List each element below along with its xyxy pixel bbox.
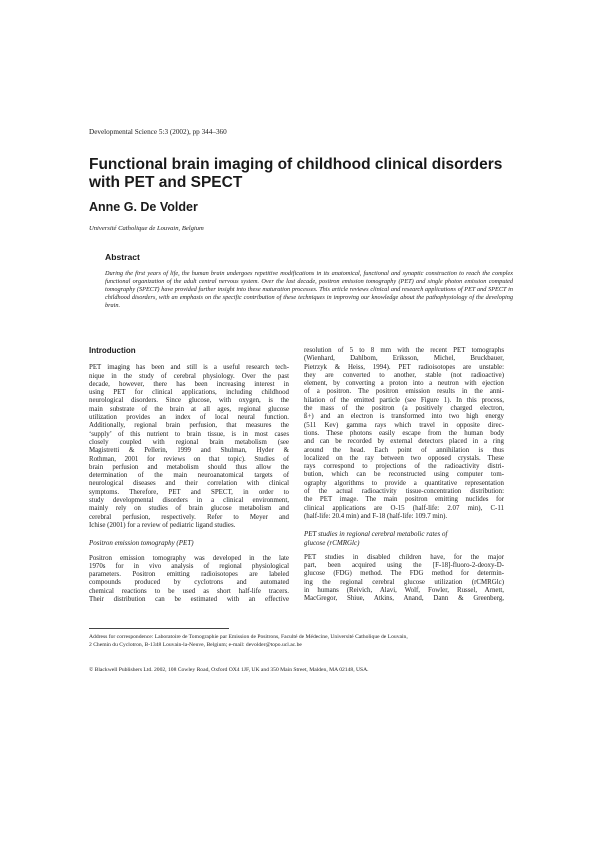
abstract-text: During the first years of life, the human brain undergoes repetitive modifications in its anatomical, functional and synaptic construction to reach the complex functional organization of the adult central nervous system. Over the last decade, positron emission tomography (PET) and single photon emission computed tomography (SPECT) have provided further insight into these maturation processes. This article reviews clinical and research applications of PET and SPECT in childhood disorders, with an emphasis on the specific contribution of these techniques in improving our knowledge about the pathophysiology of the developing brain. bbox=[105, 270, 513, 310]
text-line: Rothman, 2001 for reviews on that topic). Studies of bbox=[89, 455, 289, 463]
subheading-line: glucose (rCMRGlc) bbox=[304, 538, 360, 547]
text-line: glucose (FDG) method. The FDG method for determin- bbox=[304, 570, 504, 578]
text-line: ography algorithms to provide a quantitative representation bbox=[304, 479, 504, 487]
pet-section-heading: Positron emission tomography (PET) bbox=[89, 539, 194, 548]
footnote-line: 2 Chemin du Cyclotron, B-1348 Louvain-la-Neuve, Belgium; e-mail: devolder@topo.ucl.ac.be bbox=[89, 641, 302, 648]
text-line: of a positron. The positron emission results in the anni- bbox=[304, 388, 504, 396]
footnote-divider bbox=[89, 628, 229, 629]
text-line: closely coupled with regional brain metabolism (see bbox=[89, 438, 289, 446]
text-line: Additionally, regional brain perfusion, that measures the bbox=[89, 422, 289, 430]
text-line: resolution of 5 to 8 mm with the recent PET tomographs bbox=[304, 347, 504, 354]
text-line: determination of the main neuroanatomical targets of bbox=[89, 472, 289, 480]
text-line: MacGregor, Shiue, Atkins, Anand, Dann & Greenberg, bbox=[304, 595, 504, 603]
text-line: compounds produced by cyclotrons and automated bbox=[89, 579, 289, 587]
text-line: clinical applications are O-15 (half-life: 2.07 min), C-11 bbox=[304, 504, 504, 512]
text-line: Pietrzyk & Heiss, 1994). PET radioisotopes are unstable: bbox=[304, 363, 504, 371]
right-column-paragraph-1 bbox=[304, 347, 504, 521]
text-line: ‘supply’ of this nutrient to brain tissue, is in most cases bbox=[89, 430, 289, 438]
text-line: ing the regional cerebral glucose utilization (rCMRGlc) bbox=[304, 578, 504, 586]
text-line: neurological disorders. Since glucose, with oxygen, is the bbox=[89, 397, 289, 405]
text-line: localized on the ray between two opposed crystals. These bbox=[304, 454, 504, 462]
introduction-heading: Introduction bbox=[89, 346, 136, 355]
text-line: Positron emission tomography was developed in the late bbox=[89, 554, 289, 562]
text-line: rays correspond to projections of the radioactivity distri- bbox=[304, 463, 504, 471]
text-line: (Wienhard, Dahlbom, Eriksson, Michel, Bruckbauer, bbox=[304, 355, 504, 363]
text-line: they are converted to another, stable (not radioactive) bbox=[304, 371, 504, 379]
text-line: bution, which can be reconstructed using computer tom- bbox=[304, 471, 504, 479]
text-line: (511 Kev) gamma rays which travel in opposite direc- bbox=[304, 421, 504, 429]
journal-reference: Developmental Science 5:3 (2002), pp 344–360 bbox=[89, 128, 227, 136]
pet-section-paragraph bbox=[89, 555, 289, 605]
text-line: main substrate of the brain at all ages, regional glucose bbox=[89, 405, 289, 413]
left-column bbox=[89, 347, 289, 604]
right-column-paragraph-2 bbox=[304, 554, 504, 604]
text-line: hilation of the emitted particle (see Figure 1). In this process, bbox=[304, 396, 504, 404]
text-line: cerebral perfusion, respectively. Refer to Meyer and bbox=[89, 513, 289, 521]
text-line: study developmental disorders in a clinical environment, bbox=[89, 497, 289, 505]
footnote-line: Address for correspondence: Laboratoire de Tomographie par Emission de Positrons, Faculté de Médecine, Université Catholique de Louvain, bbox=[89, 634, 408, 640]
text-line: nique in the study of cerebral physiology. Over the past bbox=[89, 372, 289, 380]
text-line: using PET for clinical applications, including childhood bbox=[89, 389, 289, 397]
text-line: element, by converting a proton into a neutron with ejection bbox=[304, 380, 504, 388]
text-line: brain perfusion and metabolism should thus allow the bbox=[89, 463, 289, 471]
text-line: PET studies in disabled children have, for the major bbox=[304, 553, 504, 561]
rcmrglc-subheading bbox=[304, 530, 504, 547]
text-line: part, been acquired using the [F-18]-fluoro-2-deoxy-D- bbox=[304, 562, 504, 570]
text-line: the PET image. The main positron emitting nuclides for bbox=[304, 496, 504, 504]
text-line: (half-life: 20.4 min) and F-18 (half-life: 109.7 min). bbox=[304, 512, 448, 520]
text-line: and can be recorded by external detectors placed in a ring bbox=[304, 438, 504, 446]
text-line: parameters. Positron emitting radioisotopes are labeled bbox=[89, 571, 289, 579]
author-affiliation: Université Catholique de Louvain, Belgium bbox=[89, 225, 204, 232]
text-line: ß+) and an electron is transformed into two high energy bbox=[304, 413, 504, 421]
text-line: Magistretti & Pellerin, 1999 and Shulman, Hyder & bbox=[89, 447, 289, 455]
copyright-notice: © Blackwell Publishers Ltd. 2002, 108 Cowley Road, Oxford OX4 1JF, UK and 350 Main Street, Malden, MA 02148, USA. bbox=[89, 667, 369, 673]
text-line: decade, however, there has been increasing interest in bbox=[89, 380, 289, 388]
text-line: chemical reactions to be used as short half-life tracers. bbox=[89, 587, 289, 595]
text-line: of the actual radioactivity tissue-concentration distribution: bbox=[304, 488, 504, 496]
abstract-heading: Abstract bbox=[105, 252, 140, 262]
correspondence-footnote bbox=[89, 634, 519, 649]
subheading-line: PET studies in regional cerebral metabolic rates of bbox=[304, 530, 448, 539]
article-title: Functional brain imaging of childhood clinical disorders with PET and SPECT bbox=[89, 156, 503, 191]
text-line: Ichise (2001) for a review of pediatric ligand studies. bbox=[89, 521, 236, 529]
text-line: utilization provides an index of local neural function. bbox=[89, 414, 289, 422]
text-line: 1970s for in vivo analysis of regional physiological bbox=[89, 562, 289, 570]
introduction-paragraph bbox=[89, 364, 289, 530]
text-line: mainly rely on studies of brain glucose metabolism and bbox=[89, 505, 289, 513]
text-line: Their distribution can be estimated with an effective bbox=[89, 596, 289, 604]
text-line: in humans (Reivich, Alavi, Wolf, Fowler, Russel, Arnett, bbox=[304, 587, 504, 595]
text-line: PET imaging has been and still is a useful research tech- bbox=[89, 364, 289, 372]
text-line: neurological diseases and their correlation with clinical bbox=[89, 480, 289, 488]
right-column bbox=[304, 347, 504, 604]
text-line: around the head. Each point of annihilation is thus bbox=[304, 446, 504, 454]
text-line: symptoms. Therefore, PET and SPECT, in order to bbox=[89, 488, 289, 496]
text-line: tions. These photons easily escape from the human body bbox=[304, 429, 504, 437]
text-line: the mass of the positron (a positively charged electron, bbox=[304, 405, 504, 413]
author-name: Anne G. De Volder bbox=[89, 200, 198, 214]
